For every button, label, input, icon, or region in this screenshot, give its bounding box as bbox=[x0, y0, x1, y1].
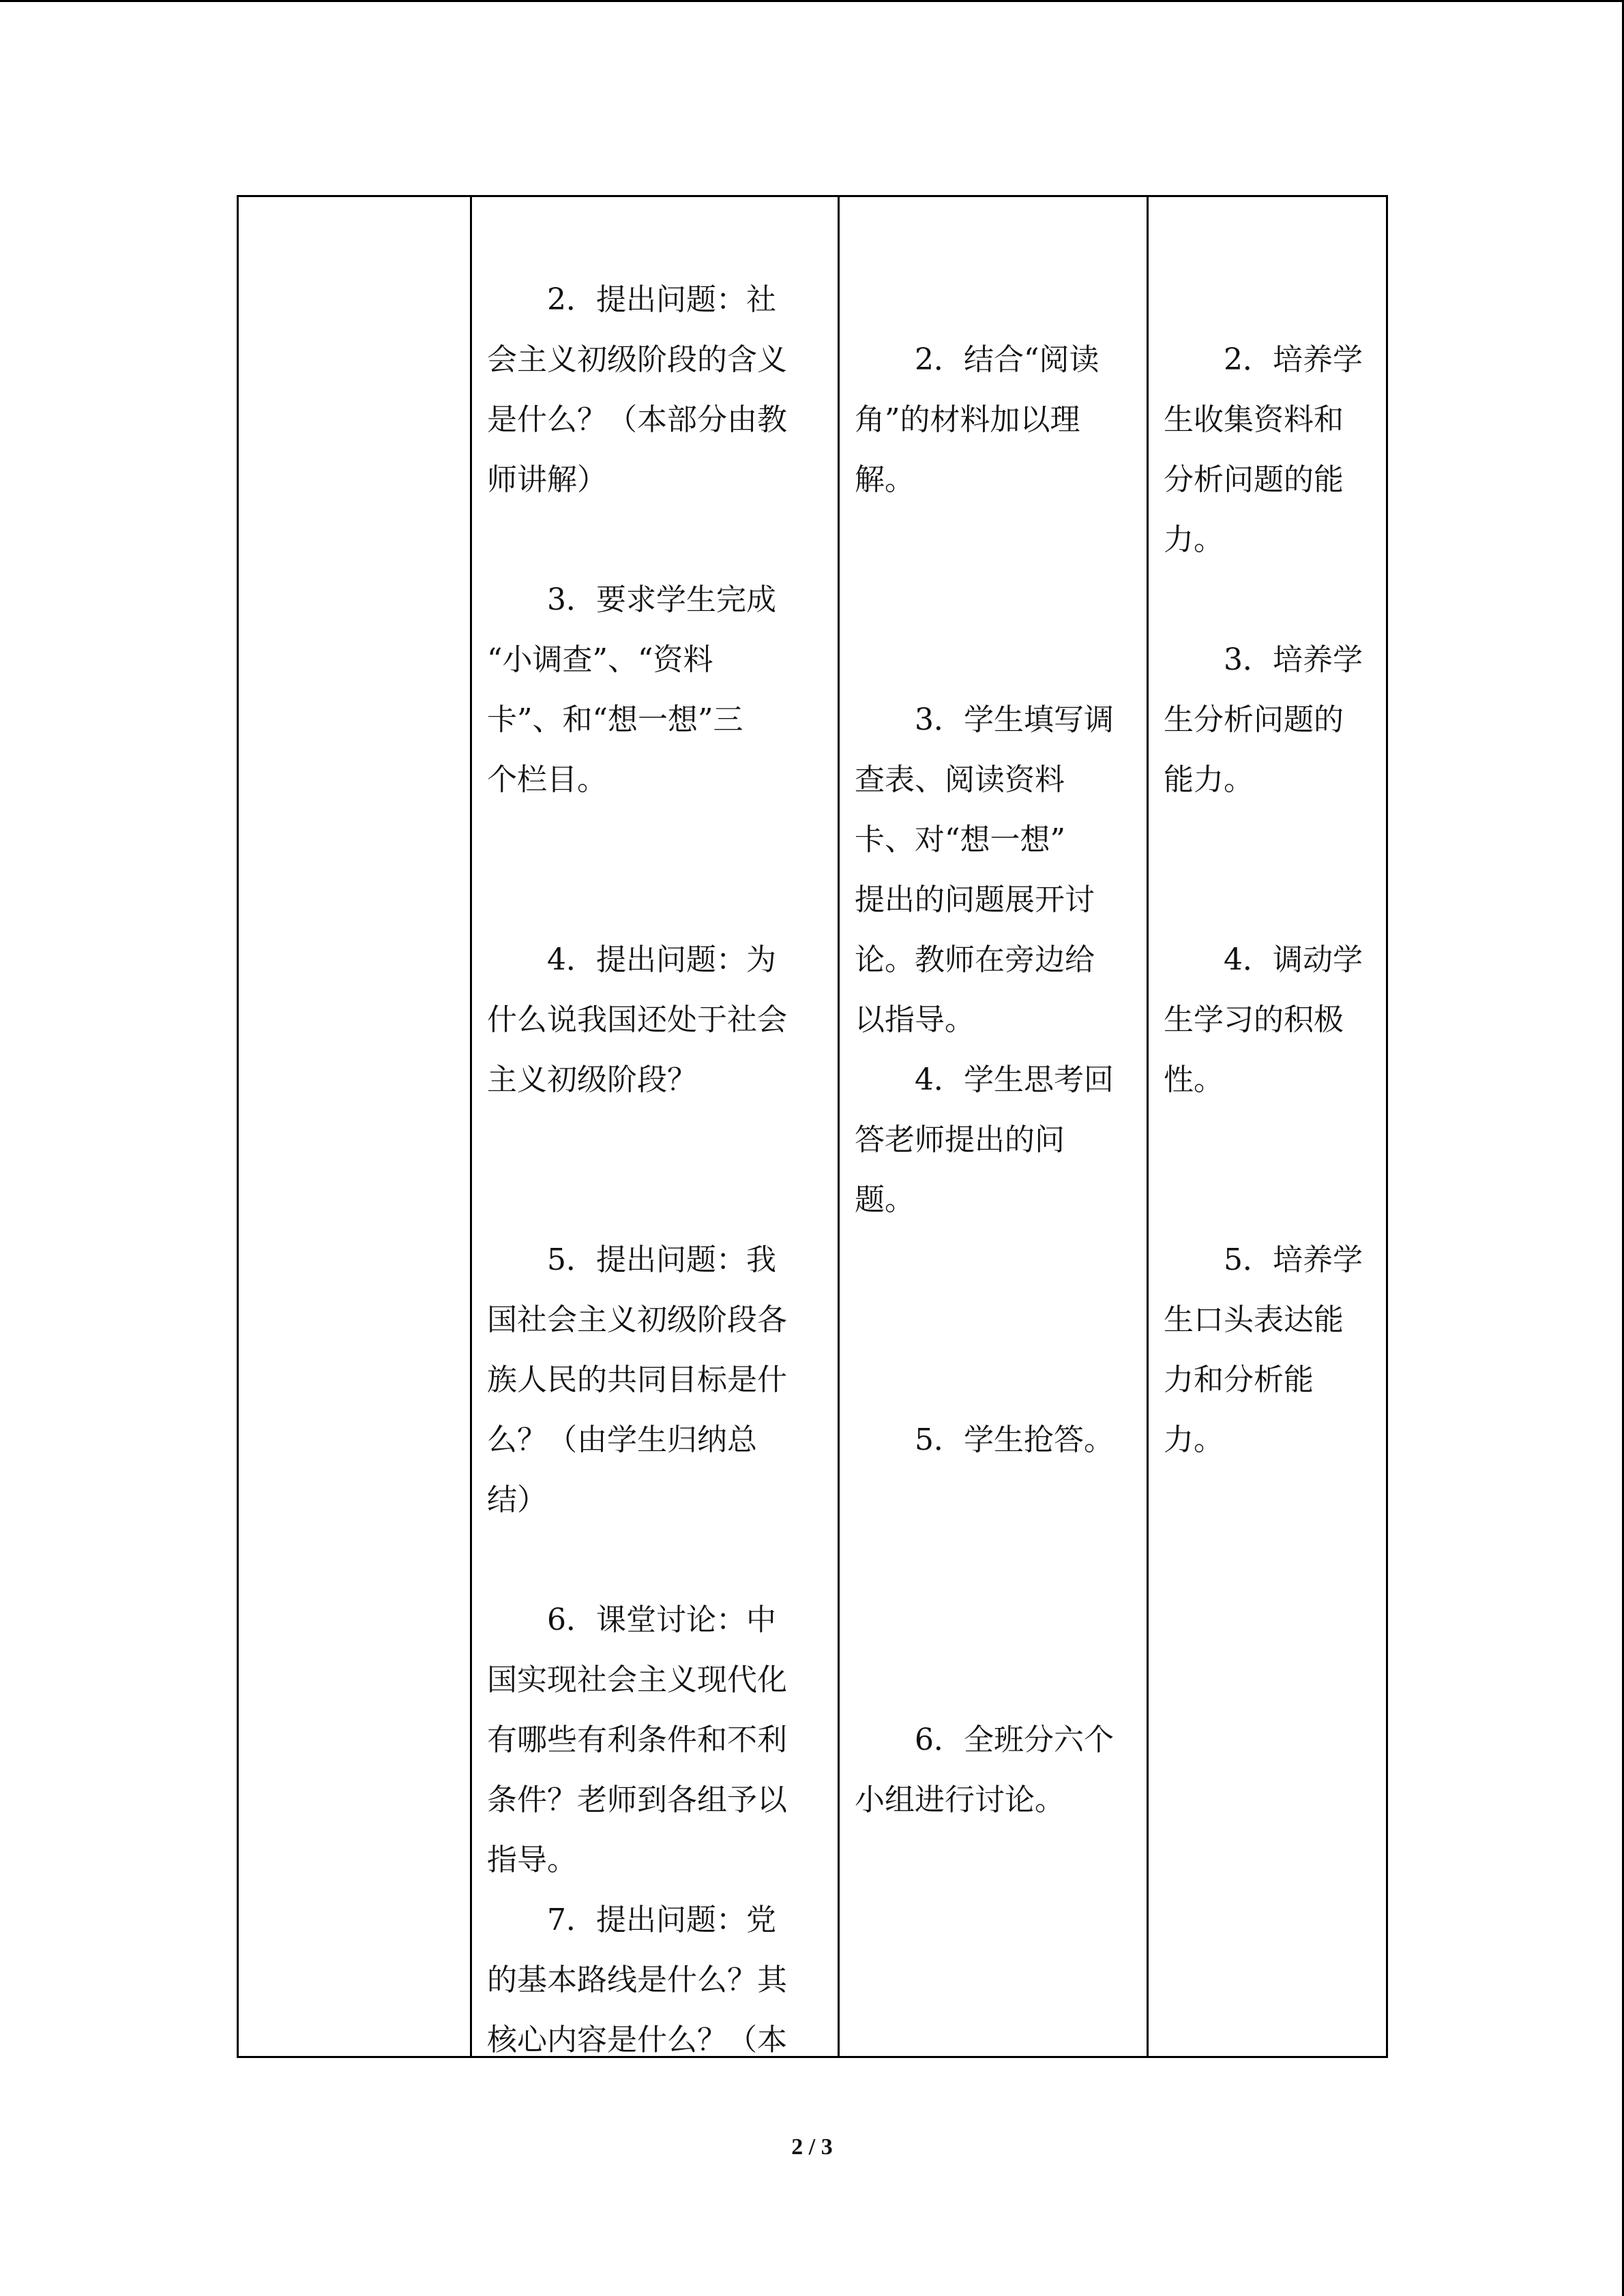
text-line: 3．要求学生完成 bbox=[487, 582, 776, 617]
text-line: 个栏目。 bbox=[487, 762, 607, 797]
text-line: 的基本路线是什么？其 bbox=[487, 1963, 787, 1997]
student-step-6 bbox=[855, 1710, 1114, 1830]
page-border-top bbox=[0, 0, 1624, 2]
student-step-5 bbox=[855, 1410, 1114, 1470]
teacher-step-5 bbox=[487, 1230, 787, 1530]
intent-step-3 bbox=[1164, 630, 1363, 810]
column-1-cell bbox=[239, 197, 470, 2056]
text-line: 答老师提出的问 bbox=[855, 1122, 1065, 1157]
text-line: 核心内容是什么？（本 bbox=[487, 2023, 787, 2057]
teacher-step-4 bbox=[487, 930, 787, 1110]
text-line: 力。 bbox=[1164, 522, 1224, 557]
text-line: 2．结合“阅读 bbox=[855, 342, 1099, 377]
text-line: 卡、对“想一想” bbox=[855, 822, 1065, 857]
text-line: 卡”、和“想一想”三 bbox=[487, 702, 743, 737]
column-design-intent bbox=[1149, 197, 1386, 2056]
text-line: 生口头表达能 bbox=[1164, 1302, 1344, 1337]
teacher-step-6-7 bbox=[487, 1590, 787, 2070]
text-line: 指导。 bbox=[487, 1843, 577, 1877]
text-line: 主义初级阶段？ bbox=[487, 1062, 697, 1097]
text-line: 以指导。 bbox=[855, 1002, 975, 1037]
text-line: “小调查”、“资料 bbox=[487, 642, 713, 677]
text-line: 4．学生思考回 bbox=[855, 1062, 1114, 1097]
text-line: 6．全班分六个 bbox=[855, 1723, 1114, 1757]
text-line: 分析问题的能 bbox=[1164, 462, 1344, 497]
text-line: 生分析问题的 bbox=[1164, 702, 1344, 737]
student-step-2 bbox=[855, 330, 1099, 510]
page-number: 2 / 3 bbox=[791, 2134, 833, 2160]
text-line: 力和分析能 bbox=[1164, 1362, 1314, 1397]
text-line: 力。 bbox=[1164, 1422, 1224, 1457]
text-line: 有哪些有利条件和不利 bbox=[487, 1723, 787, 1757]
text-line: 题。 bbox=[855, 1182, 915, 1217]
text-line: 是什么？（本部分由教 bbox=[487, 402, 787, 437]
lesson-plan-table bbox=[237, 195, 1388, 2058]
text-line: 小组进行讨论。 bbox=[855, 1783, 1065, 1817]
text-line: 5．提出问题：我 bbox=[487, 1242, 776, 1277]
text-line: 2．提出问题：社 bbox=[487, 282, 776, 317]
text-line: 提出的问题展开讨 bbox=[855, 882, 1095, 917]
intent-step-4 bbox=[1164, 930, 1363, 1110]
text-line: 3．培养学 bbox=[1164, 642, 1363, 677]
text-line: 条件？老师到各组予以 bbox=[487, 1783, 787, 1817]
student-step-3-4 bbox=[855, 690, 1114, 1230]
column-teacher-activity bbox=[472, 197, 838, 2056]
text-line: 论。教师在旁边给 bbox=[855, 942, 1095, 977]
text-line: 3．学生填写调 bbox=[855, 702, 1114, 737]
text-line: 5．学生抢答。 bbox=[855, 1422, 1114, 1457]
text-line: 能力。 bbox=[1164, 762, 1254, 797]
text-line: 结） bbox=[487, 1482, 547, 1517]
text-line: 国社会主义初级阶段各 bbox=[487, 1302, 787, 1337]
text-line: 性。 bbox=[1164, 1062, 1224, 1097]
text-line: 解。 bbox=[855, 462, 915, 497]
teacher-step-2 bbox=[487, 270, 787, 510]
text-line: 4．提出问题：为 bbox=[487, 942, 776, 977]
text-line: 会主义初级阶段的含义 bbox=[487, 342, 787, 377]
text-line: 7．提出问题：党 bbox=[487, 1903, 776, 1937]
text-line: 什么说我国还处于社会 bbox=[487, 1002, 787, 1037]
text-line: 4．调动学 bbox=[1164, 942, 1363, 977]
teacher-step-3 bbox=[487, 570, 776, 810]
text-line: 么？（由学生归纳总 bbox=[487, 1422, 757, 1457]
intent-step-5 bbox=[1164, 1230, 1363, 1470]
text-line: 生收集资料和 bbox=[1164, 402, 1344, 437]
intent-step-2 bbox=[1164, 330, 1363, 570]
text-line: 查表、阅读资料 bbox=[855, 762, 1065, 797]
text-line: 国实现社会主义现代化 bbox=[487, 1663, 787, 1697]
text-line: 师讲解） bbox=[487, 462, 607, 497]
text-line: 角”的材料加以理 bbox=[855, 402, 1080, 437]
column-student-activity bbox=[840, 197, 1147, 2056]
text-line: 族人民的共同目标是什 bbox=[487, 1362, 787, 1397]
text-line: 5．培养学 bbox=[1164, 1242, 1363, 1277]
text-line: 2．培养学 bbox=[1164, 342, 1363, 377]
text-line: 6．课堂讨论：中 bbox=[487, 1602, 776, 1637]
text-line: 生学习的积极 bbox=[1164, 1002, 1344, 1037]
